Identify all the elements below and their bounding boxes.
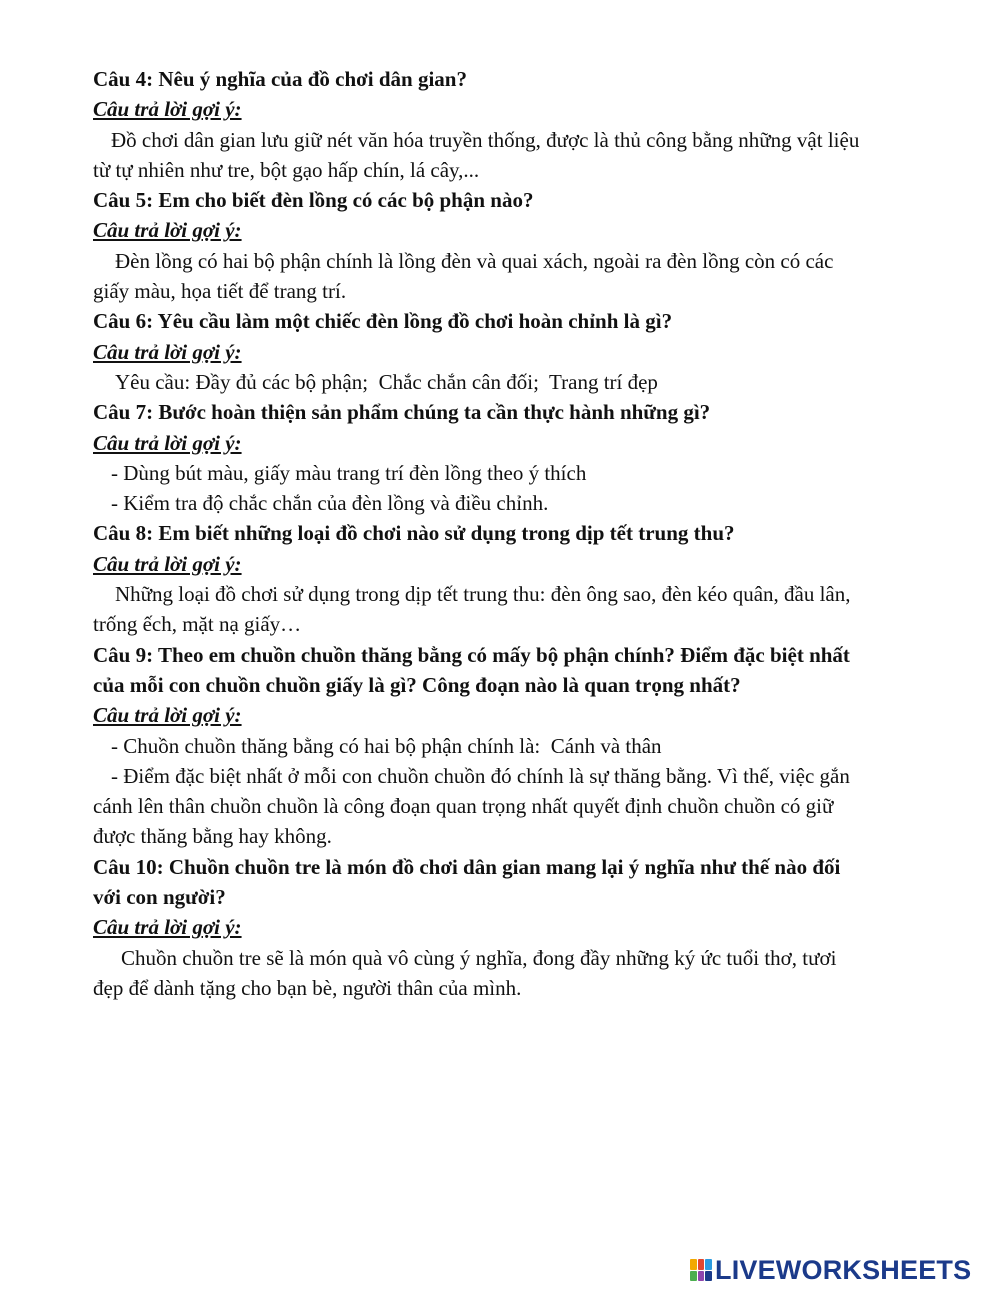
answer-hint-label	[93, 337, 933, 367]
logo-tile	[690, 1271, 697, 1282]
liveworksheets-logo-icon	[690, 1259, 712, 1281]
answer-line: Đèn lồng có hai bộ phận chính là lồng đèn và quai xách, ngoài ra đèn lồng còn có các	[115, 248, 834, 273]
hint-text: Câu trả lời gợi ý:	[93, 339, 242, 364]
logo-tile	[705, 1259, 712, 1270]
question-line: Câu 5: Em cho biết đèn lồng có các bộ phận nào?	[93, 188, 534, 213]
answer-text	[93, 367, 933, 397]
document-body	[93, 64, 933, 1003]
question-line: Câu 4: Nêu ý nghĩa của đồ chơi dân gian?	[93, 67, 467, 91]
answer-line: - Điểm đặc biệt nhất ở mỗi con chuồn chuồn đó chính là sự thăng bằng. Vì thế, việc gắn	[111, 763, 850, 788]
answer-hint-label	[93, 94, 933, 124]
answer-text	[93, 943, 933, 1004]
answer-text	[93, 579, 933, 640]
answer-hint-label	[93, 428, 933, 458]
answer-text	[93, 125, 933, 186]
answer-text	[93, 458, 933, 488]
hint-text: Câu trả lời gợi ý:	[93, 551, 242, 576]
hint-text: Câu trả lời gợi ý:	[93, 703, 242, 728]
hint-text: Câu trả lời gợi ý:	[93, 430, 242, 455]
answer-hint-label	[93, 215, 933, 245]
question-text	[93, 640, 933, 701]
answer-line: đẹp để dành tặng cho bạn bè, người thân của mình.	[93, 975, 522, 1000]
answer-line: - Chuồn chuồn thăng bằng có hai bộ phận chính là: Cánh và thân	[111, 733, 662, 758]
question-line: với con người?	[93, 885, 226, 910]
answer-line: được thăng bằng hay không.	[93, 824, 332, 849]
hint-text: Câu trả lời gợi ý:	[93, 915, 242, 940]
answer-line: Chuồn chuồn tre sẽ là món quà vô cùng ý nghĩa, đong đầy những ký ức tuổi thơ, tươi	[121, 945, 837, 970]
answer-hint-label	[93, 549, 933, 579]
answer-line: cánh lên thân chuồn chuồn là công đoạn quan trọng nhất quyết định chuồn chuồn có giữ	[93, 794, 834, 819]
question-text	[93, 518, 933, 548]
answer-line: giấy màu, họa tiết để trang trí.	[93, 279, 347, 304]
question-line: của mỗi con chuồn chuồn giấy là gì? Công đoạn nào là quan trọng nhất?	[93, 672, 741, 697]
logo-tile	[698, 1271, 705, 1282]
logo-tile	[698, 1259, 705, 1270]
answer-text	[93, 761, 933, 852]
answer-line: từ tự nhiên như tre, bột gạo hấp chín, lá cây,...	[93, 157, 480, 182]
brand-text: LIVEWORKSHEETS	[715, 1255, 972, 1285]
answer-line: - Kiểm tra độ chắc chắn của đèn lồng và điều chỉnh.	[111, 491, 549, 516]
question-line: Câu 6: Yêu cầu làm một chiếc đèn lồng đồ chơi hoàn chỉnh là gì?	[93, 309, 673, 334]
answer-line: Những loại đồ chơi sử dụng trong dịp tết trung thu: đèn ông sao, đèn kéo quân, đầu lân,	[115, 582, 851, 607]
question-text	[93, 64, 933, 94]
answer-line: - Dùng bút màu, giấy màu trang trí đèn lồng theo ý thích	[111, 460, 587, 485]
question-line: Câu 9: Theo em chuồn chuồn thăng bằng có mấy bộ phận chính? Điểm đặc biệt nhất	[93, 642, 850, 667]
answer-hint-label	[93, 912, 933, 942]
answer-text	[93, 731, 933, 761]
answer-line: Yêu cầu: Đầy đủ các bộ phận; Chắc chắn cân đối; Trang trí đẹp	[115, 369, 658, 394]
answer-hint-label	[93, 700, 933, 730]
question-line: Câu 7: Bước hoàn thiện sản phẩm chúng ta cần thực hành những gì?	[93, 400, 711, 425]
answer-line: Đồ chơi dân gian lưu giữ nét văn hóa truyền thống, được là thủ công bằng những vật liệu	[111, 127, 860, 152]
liveworksheets-brand[interactable]	[690, 1255, 971, 1285]
question-text	[93, 185, 933, 215]
answer-text	[93, 488, 933, 518]
question-text	[93, 306, 933, 336]
hint-text: Câu trả lời gợi ý:	[93, 97, 242, 122]
question-line: Câu 10: Chuồn chuồn tre là món đồ chơi dân gian mang lại ý nghĩa như thế nào đối	[93, 854, 841, 879]
logo-tile	[705, 1271, 712, 1282]
answer-text	[93, 246, 933, 307]
hint-text: Câu trả lời gợi ý:	[93, 218, 242, 243]
question-line: Câu 8: Em biết những loại đồ chơi nào sử dụng trong dịp tết trung thu?	[93, 521, 735, 546]
question-text	[93, 397, 933, 427]
logo-tile	[690, 1259, 697, 1270]
question-text	[93, 852, 933, 913]
answer-line: trống ếch, mặt nạ giấy…	[93, 612, 302, 637]
